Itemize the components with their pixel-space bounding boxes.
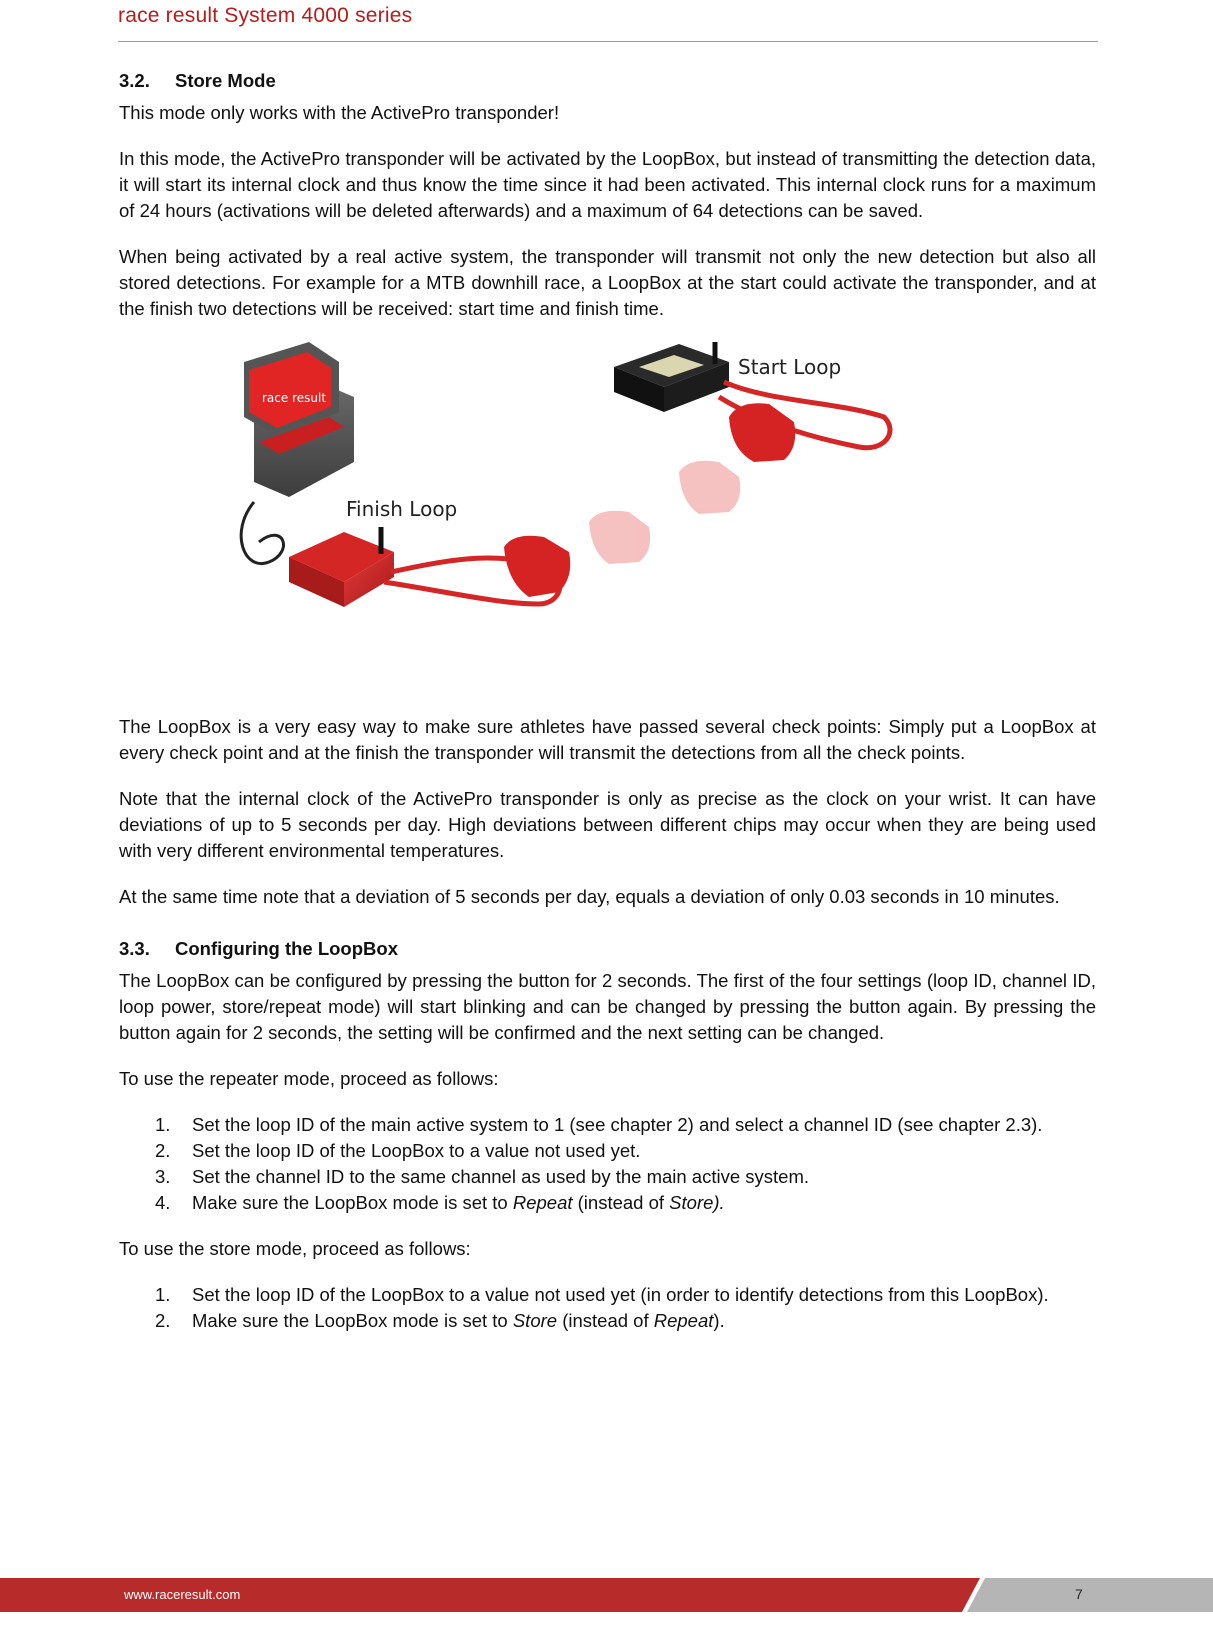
page-number: 7 — [1075, 1586, 1083, 1602]
paragraph: To use the store mode, proceed as follows: — [119, 1238, 471, 1259]
list-item: 2. Set the loop ID of the LoopBox to a value not used yet. — [155, 1140, 641, 1161]
list-item: 1. Set the loop ID of the main active system to 1 (see chapter 2) and select a channel ID (see chapter 2.3). — [155, 1114, 1043, 1135]
transponder-icon — [504, 536, 570, 597]
section-title: Configuring the LoopBox — [175, 938, 398, 959]
case-logo-text: race result — [262, 391, 327, 405]
list-item: 4. Make sure the LoopBox mode is set to Repeat (instead of Store). — [155, 1192, 725, 1213]
cable-icon — [241, 502, 283, 564]
paragraph: In this mode, the ActivePro transponder will be activated by the LoopBox, but instead of transmitting the detection data, it will start its internal clock and thus know the time since it had been activated. This internal clock runs for a maximum of 24 hours (activations will be deleted afterwards) and a maximum of 64 detections can be saved. — [119, 148, 1096, 221]
timing-case-icon — [244, 342, 354, 497]
section-number: 3.2. — [119, 70, 150, 91]
list-item: 1. Set the loop ID of the LoopBox to a value not used yet (in order to identify detections from this LoopBox). — [155, 1284, 1049, 1305]
paragraph: This mode only works with the ActivePro transponder! — [119, 102, 560, 123]
paragraph: Note that the internal clock of the ActivePro transponder is only as precise as the clock on your wrist. It can have deviations of up to 5 seconds per day. High deviations between different chips may occur when they are being used with very different environmental temperatures. — [119, 788, 1096, 861]
store-mode-steps — [119, 1282, 1096, 1334]
loopbox-figure-graphic — [119, 342, 1096, 692]
loopbox-illustration — [119, 342, 1096, 692]
finish-loop-label: Finish Loop — [346, 497, 458, 521]
paragraph: When being activated by a real active system, the transponder will transmit not only the new detection but also all stored detections. For example for a MTB downhill race, a LoopBox at the start could activate the transponder, and at the finish two detections will be received: start time and finish time. — [119, 246, 1096, 319]
paragraph: The LoopBox is a very easy way to make sure athletes have passed several check points: Simply put a LoopBox at every check point and at the finish the transponder will transmit the detections from all the check points. — [119, 716, 1096, 763]
list-item: 3. Set the channel ID to the same channel as used by the main active system. — [155, 1166, 810, 1187]
section-title: Store Mode — [175, 70, 276, 91]
transponder-motion-icons — [589, 461, 740, 564]
header-divider — [118, 41, 1098, 42]
repeater-mode-steps — [119, 1112, 1096, 1216]
paragraph: To use the repeater mode, proceed as follows: — [119, 1068, 499, 1089]
start-loopbox-icon — [614, 342, 729, 412]
footer-url-link[interactable]: www.raceresult.com — [124, 1587, 241, 1602]
paragraph: The LoopBox can be configured by pressing the button for 2 seconds. The first of the four settings (loop ID, channel ID, loop power, store/repeat mode) will start blinking and can be changed by pressing the button again. By pressing the button again for 2 seconds, the setting will be confirmed and the next setting can be changed. — [119, 970, 1096, 1043]
main-content — [119, 68, 1096, 1354]
header-title: race result System 4000 series — [118, 4, 413, 27]
section-number: 3.3. — [119, 938, 150, 959]
transponder-icon — [729, 403, 795, 462]
section-heading-store-mode — [119, 68, 1096, 94]
list-item: 2. Make sure the LoopBox mode is set to Store (instead of Repeat). — [155, 1310, 725, 1331]
paragraph: At the same time note that a deviation of 5 seconds per day, equals a deviation of only 0.03 seconds in 10 minutes. — [119, 886, 1060, 907]
start-loop-label: Start Loop — [738, 355, 842, 379]
section-heading-configuring-loopbox — [119, 936, 1096, 962]
finish-loopbox-icon — [289, 527, 394, 607]
